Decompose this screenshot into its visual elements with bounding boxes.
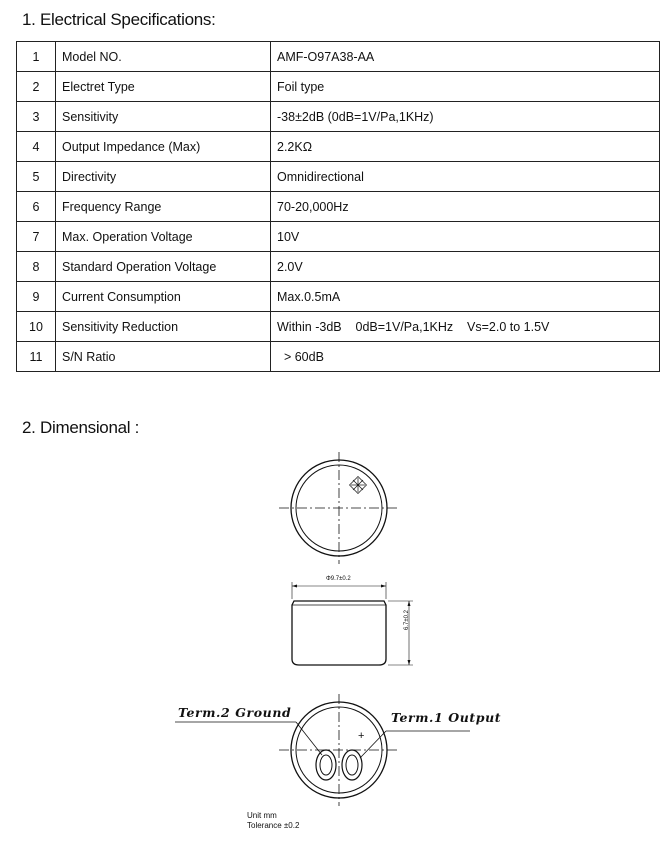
spec-parameter: Sensitivity Reduction <box>56 312 271 342</box>
spec-value: AMF-O97A38-AA <box>271 42 660 72</box>
spec-number: 11 <box>17 342 56 372</box>
spec-parameter: Standard Operation Voltage <box>56 252 271 282</box>
spec-value: 10V <box>271 222 660 252</box>
spec-number: 6 <box>17 192 56 222</box>
height-label: 6.7±0.2 <box>404 610 410 630</box>
spec-value: 2.2KΩ <box>271 132 660 162</box>
spec-parameter: Max. Operation Voltage <box>56 222 271 252</box>
spec-number: 1 <box>17 42 56 72</box>
tolerance-note: Tolerance ±0.2 <box>247 821 300 830</box>
spec-value: > 60dB <box>271 342 660 372</box>
spec-number: 8 <box>17 252 56 282</box>
spec-number: 10 <box>17 312 56 342</box>
term-1-output-label: Term.1 Output <box>391 710 502 725</box>
spec-number: 5 <box>17 162 56 192</box>
diameter-label: Φ9.7±0.2 <box>326 576 351 582</box>
terminal-1-pad <box>342 750 362 780</box>
spec-number: 2 <box>17 72 56 102</box>
side-view <box>292 582 413 665</box>
spec-parameter: S/N Ratio <box>56 342 271 372</box>
spec-parameter: Electret Type <box>56 72 271 102</box>
acoustic-hole-icon <box>350 477 367 494</box>
top-view <box>279 452 399 564</box>
spec-parameter: Current Consumption <box>56 282 271 312</box>
spec-number: 4 <box>17 132 56 162</box>
term-2-ground-label: Term.2 Ground <box>178 705 292 720</box>
spec-value: Omnidirectional <box>271 162 660 192</box>
spec-parameter: Sensitivity <box>56 102 271 132</box>
spec-value: Within -3dB 0dB=1V/Pa,1KHz Vs=2.0 to 1.5V <box>271 312 660 342</box>
side-view-body <box>292 601 386 665</box>
spec-value: 70-20,000Hz <box>271 192 660 222</box>
unit-note: Unit mm <box>247 811 277 820</box>
spec-value: Max.0.5mA <box>271 282 660 312</box>
spec-number: 3 <box>17 102 56 132</box>
spec-number: 7 <box>17 222 56 252</box>
spec-parameter: Frequency Range <box>56 192 271 222</box>
section-1-title: 1. Electrical Specifications: <box>22 10 216 29</box>
spec-number: 9 <box>17 282 56 312</box>
spec-value: -38±2dB (0dB=1V/Pa,1KHz) <box>271 102 660 132</box>
spec-parameter: Output Impedance (Max) <box>56 132 271 162</box>
section-2-title: 2. Dimensional : <box>22 418 140 437</box>
spec-value: Foil type <box>271 72 660 102</box>
terminal-2-pad <box>316 750 336 780</box>
plus-sign: + <box>358 730 365 742</box>
spec-value: 2.0V <box>271 252 660 282</box>
spec-parameter: Model NO. <box>56 42 271 72</box>
spec-parameter: Directivity <box>56 162 271 192</box>
